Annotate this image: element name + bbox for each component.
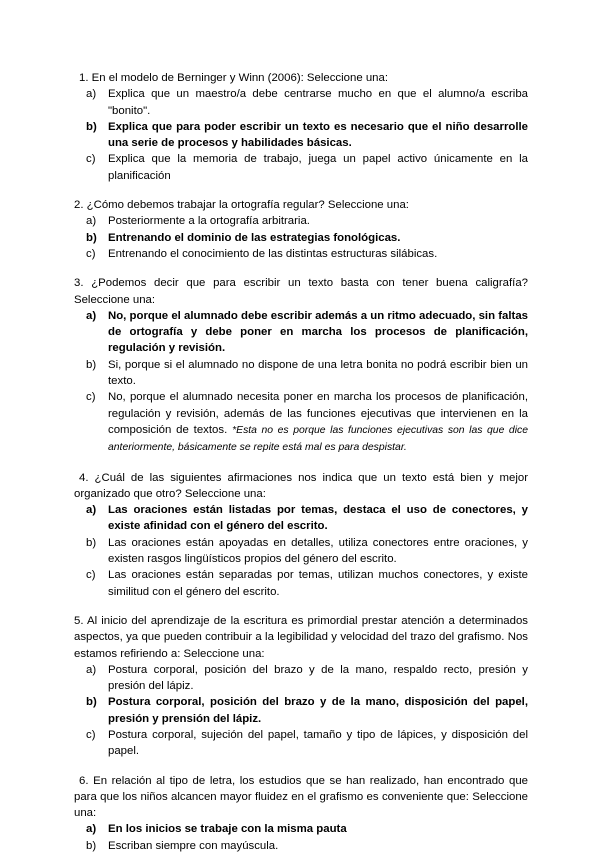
option-text: Entrenando el conocimiento de las distintas estructuras silábicas. [108,247,438,260]
question-2 [74,197,528,262]
option-text: Explica que un maestro/a debe centrarse mucho en que el alumno/a escriba "bonito". [108,88,528,117]
option-text: Entrenando el dominio de las estrategias fonológicas. [108,231,401,244]
option-label: a) [86,215,97,228]
option-a-correct [86,308,528,357]
option-label: c) [86,153,96,166]
option-list [74,213,528,262]
option-list [74,821,528,854]
option-note: *Esta no es porque las funciones ejecutivas son las que dice anteriormente, básicamente se repite está mal es para despistar. [108,424,528,454]
option-text: Postura corporal, sujeción del papel, tamaño y tipo de lápices, y disposición del papel. [108,728,528,758]
option-label: a) [86,823,97,836]
option-text: Las oraciones están separadas por temas, utilizan muchos conectores, y existe similitud con el género del escrito. [108,569,528,598]
option-c [86,389,528,456]
option-text: No, porque el alumnado necesita poner en marcha los procesos de planificación, regulación y revisión, además de las funciones ejecutivas que intervienen en la composición de textos. [108,391,528,436]
option-a [86,213,528,229]
option-label: b) [86,536,97,549]
option-label: c) [86,728,96,741]
question-1 [74,70,528,184]
option-label: c) [86,569,96,582]
option-text: No, porque el alumnado debe escribir además a un ritmo adecuado, sin faltas de ortografía y debe poner en marcha los procesos de planificación, regulación y revisión. [108,309,528,355]
option-text: Explica que para poder escribir un texto es necesario que el niño desarrolle una serie de procesos y habilidades básicas. [108,120,528,150]
option-label: a) [86,663,97,676]
option-list [74,308,528,457]
option-text: Postura corporal, posición del brazo y de la mano, disposición del papel, presión y prensión del lápiz. [108,696,528,725]
question-stem: 5. Al inicio del aprendizaje de la escritura es primordial prestar atención a determinados aspectos, ya que pueden contribuir a la legibilidad y velocidad del trazo del grafismo. Nos estamos refiriendo a: Seleccione una: [74,614,528,660]
option-text: Las oraciones están apoyadas en detalles, utiliza conectores entre oraciones, y existen rasgos lingüísticos propios del género del escrito. [108,536,528,566]
question-stem: 6. En relación al tipo de letra, los estudios que se han realizado, han encontrado que para que los niños alcancen mayor fluidez en el grafismo es conveniente que: Seleccione una: [74,774,528,820]
option-list [74,86,528,184]
question-4 [74,470,528,600]
option-text: Las oraciones están listadas por temas, destaca el uso de conectores, y existe afinidad con el género del escrito. [108,504,528,533]
option-label: b) [86,231,97,244]
option-c [86,246,528,262]
option-label: b) [86,839,97,852]
option-text: Explica que la memoria de trabajo, juega un papel activo únicamente en la planificación [108,153,528,182]
option-a-correct [86,502,528,535]
option-text: Postura corporal, posición del brazo y de la mano, respaldo recto, presión y presión del lápiz. [108,663,528,693]
option-text: En los inicios se trabaje con la misma pauta [108,823,347,836]
option-a-correct [86,821,528,837]
question-stem: 3. ¿Podemos decir que para escribir un texto basta con tener buena caligrafía? Seleccione una: [74,277,528,306]
option-a [86,86,528,119]
option-text: Escriban siempre con mayúscula. [108,839,279,852]
question-stem: 4. ¿Cuál de las siguientes afirmaciones nos indica que un texto está bien y mejor organizado que otro? Seleccione una: [74,471,528,500]
option-c [86,151,528,184]
option-list [74,502,528,600]
option-b [86,357,528,390]
option-text: Posteriormente a la ortografía arbitraria. [108,215,310,228]
option-label: b) [86,358,97,371]
option-label: a) [86,88,97,101]
option-label: c) [86,247,96,260]
option-text: Si, porque si el alumnado no dispone de una letra bonita no podrá escribir bien un texto. [108,358,528,388]
question-stem: 1. En el modelo de Berninger y Winn (2006): Seleccione una: [79,72,388,84]
option-list [74,662,528,760]
option-b-correct [86,230,528,246]
option-c [86,567,528,600]
option-label: b) [86,696,97,709]
option-b-correct [86,119,528,152]
option-b [86,535,528,568]
option-label: a) [86,309,97,322]
option-label: b) [86,120,97,133]
option-b-correct [86,694,528,727]
question-5 [74,613,528,760]
question-stem: 2. ¿Cómo debemos trabajar la ortografía regular? Seleccione una: [74,199,409,212]
quiz-content [74,70,528,867]
option-label: c) [86,391,96,404]
question-6 [74,773,528,854]
option-c [86,727,528,760]
option-label: a) [86,504,97,517]
question-3 [74,275,528,456]
option-a [86,662,528,695]
option-b [86,838,528,854]
